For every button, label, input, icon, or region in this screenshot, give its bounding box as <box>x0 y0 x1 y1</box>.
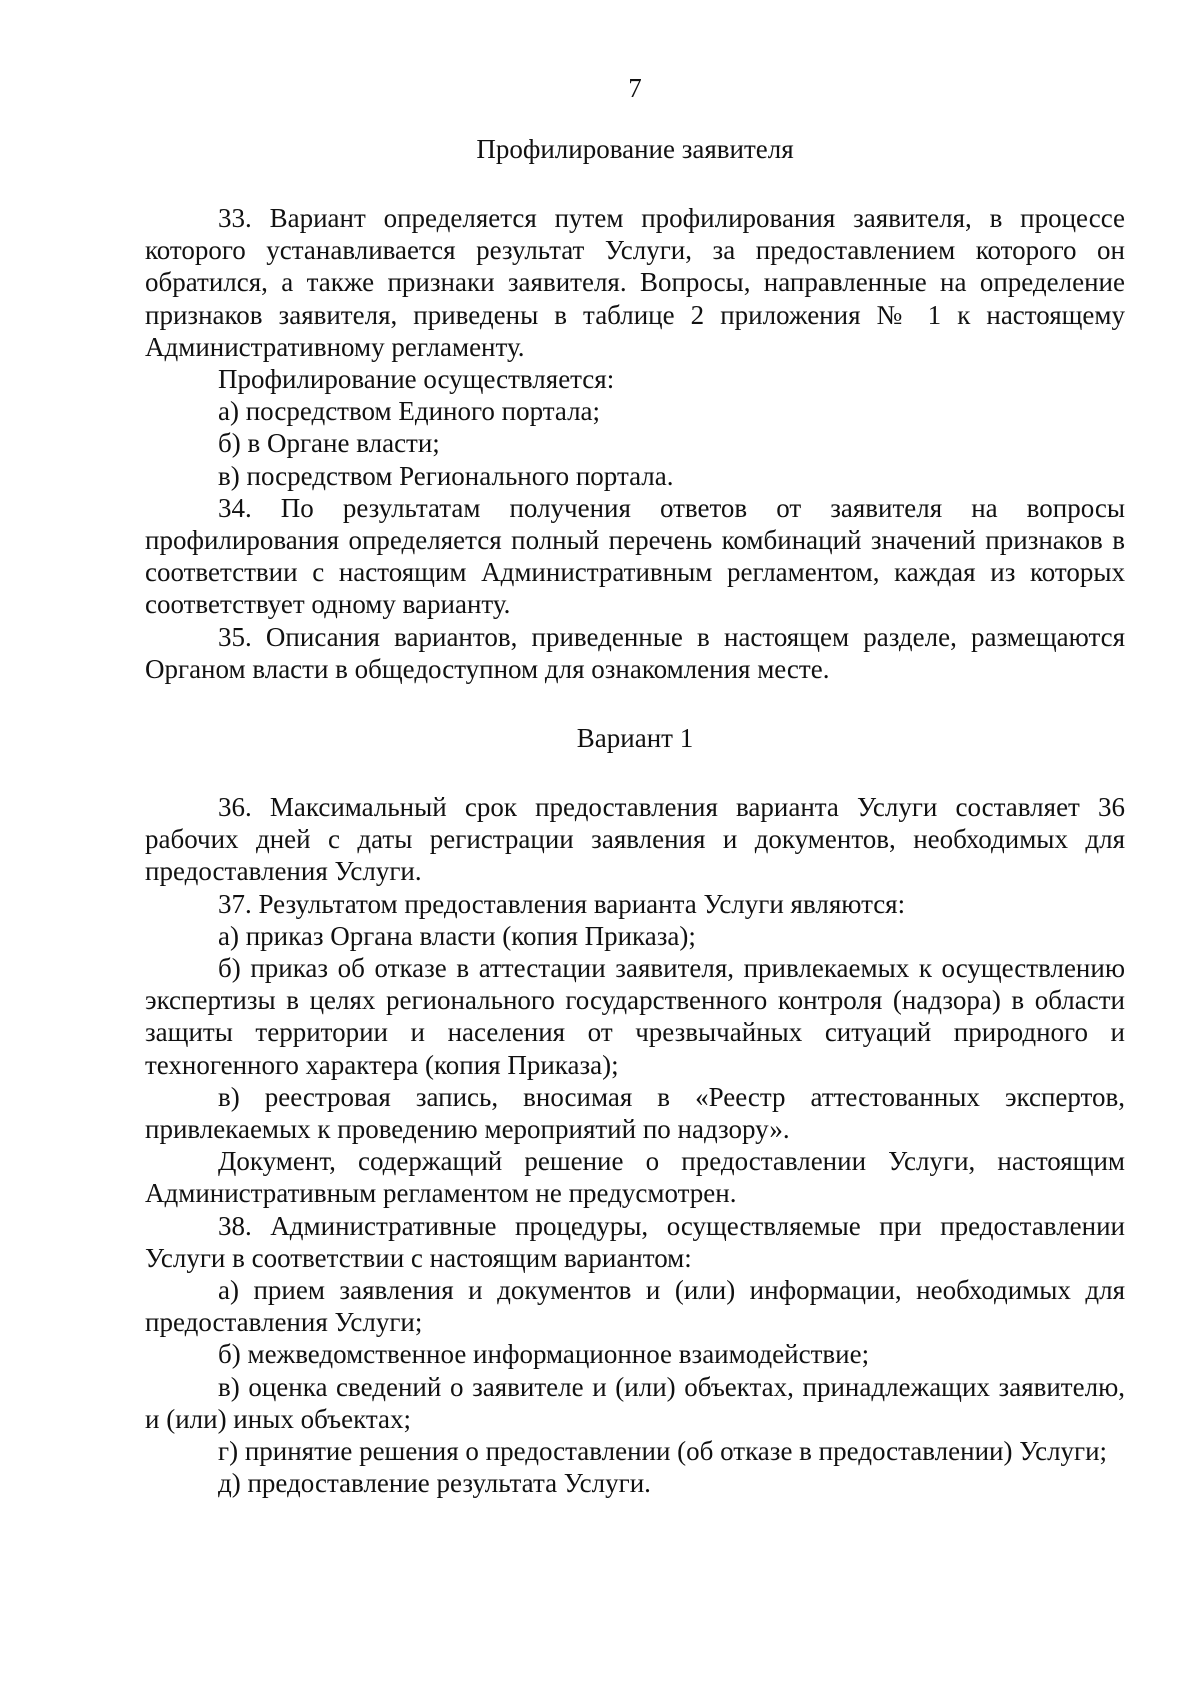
list-item-c-applicant-assessment: в) оценка сведений о заявителе и (или) объектах, принадлежащих заявителю, и (или) иных объектах; <box>145 1371 1125 1434</box>
list-item-b-refusal-order: б) приказ об отказе в аттестации заявителя, привлекаемых к осуществлению экспертизы в целях регионального государственного контроля (надзора) в области защиты территории и населения от чрезвычайных ситуаций природного и техногенного характера (копия Приказа); <box>145 953 1125 1080</box>
list-item-a-application-intake: а) прием заявления и документов и (или) информации, необходимых для предоставления Услуги; <box>145 1275 1125 1338</box>
list-item-d-decision: г) принятие решения о предоставлении (об отказе в предоставлении) Услуги; <box>218 1436 1108 1467</box>
section-body-variant-1 <box>145 791 1125 1499</box>
paragraph-35: 35. Описания вариантов, приведенные в настоящем разделе, размещаются Органом власти в общедоступном для ознакомления месте. <box>145 621 1125 684</box>
list-item-b-authority: б) в Органе власти; <box>218 428 440 459</box>
paragraph-decision-document: Документ, содержащий решение о предоставлении Услуги, настоящим Административным регламентом не предусмотрен. <box>145 1146 1125 1209</box>
paragraph-38: 38. Административные процедуры, осуществляемые при предоставлении Услуги в соответствии с настоящим вариантом: <box>145 1210 1125 1273</box>
section-heading-variant-1: Вариант 1 <box>576 723 694 753</box>
section-heading-profiling: Профилирование заявителя <box>476 134 794 164</box>
list-item-c-registry-record: в) реестровая запись, вносимая в «Реестр аттестованных экспертов, привлекаемых к проведению мероприятий по надзору». <box>145 1081 1125 1145</box>
list-item-a-portal: а) посредством Единого портала; <box>218 396 601 427</box>
paragraph-profiling-intro: Профилирование осуществляется: <box>218 364 615 395</box>
list-item-c-regional-portal: в) посредством Регионального портала. <box>218 460 674 491</box>
list-item-e-result-delivery: д) предоставление результата Услуги. <box>218 1468 651 1499</box>
paragraph-37: 37. Результатом предоставления варианта Услуги являются: <box>218 888 906 919</box>
paragraph-36: 36. Максимальный срок предоставления варианта Услуги составляет 36 рабочих дней с даты регистрации заявления и документов, необходимых для предоставления Услуги. <box>145 792 1125 887</box>
page-number: 7 <box>628 73 642 103</box>
list-item-a-order: а) приказ Органа власти (копия Приказа); <box>218 920 696 951</box>
section-body-profiling <box>145 202 1125 685</box>
list-item-b-interagency-interaction: б) межведомственное информационное взаимодействие; <box>218 1339 870 1370</box>
paragraph-33: 33. Вариант определяется путем профилирования заявителя, в процессе которого устанавливается результат Услуги, за предоставлением которого он обратился, а также признаки заявителя. Вопросы, направленные на определение признаков заявителя, приведены в таблице 2 приложения № 1 к настоящему Административному регламенту. <box>145 203 1125 362</box>
document-page <box>145 0 1125 1697</box>
paragraph-34: 34. По результатам получения ответов от заявителя на вопросы профилирования определяется полный перечень комбинаций значений признаков в соответствии с настоящим Административным регламентом, каждая из которых соответствует одному варианту. <box>145 492 1125 620</box>
